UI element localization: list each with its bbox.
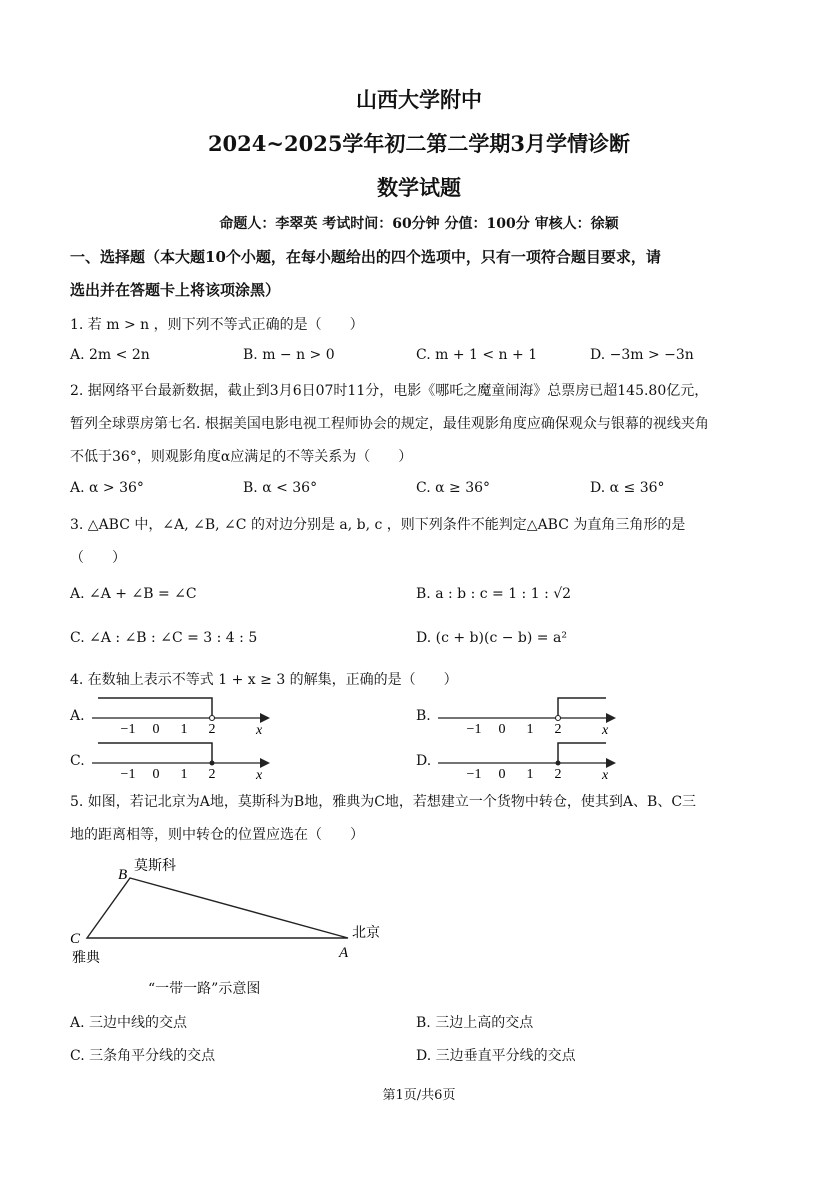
tick-label: 0 (152, 767, 160, 782)
tick-label: 0 (152, 722, 160, 737)
q4-option-d-label: D. (416, 753, 432, 769)
exam-meta: 命题人：李翠英 考试时间：60分钟 分值：100分 审核人：徐颖 (219, 216, 619, 232)
city-b-label: 莫斯科 (134, 859, 176, 874)
tick-label: −1 (466, 767, 482, 782)
q4-option-a-number-line (88, 690, 278, 738)
axis-variable: x (602, 723, 609, 738)
q4-option-b-number-line (434, 690, 624, 738)
tick-label: −1 (120, 767, 136, 782)
q3-option-a: A. ∠A + ∠B = ∠C (70, 586, 197, 602)
q5-option-c: C. 三条角平分线的交点 (70, 1048, 216, 1064)
q5-triangle-figure (60, 850, 400, 970)
q2-option-a: A. α > 36° (70, 480, 144, 496)
vertex-a-label: A (339, 945, 349, 961)
q2-option-d: D. α ≤ 36° (590, 480, 665, 496)
axis-variable: x (602, 768, 609, 783)
vertex-c-label: C (70, 931, 81, 947)
q5-line1: 5. 如图，若记北京为A地，莫斯科为B地，雅典为C地，若想建立一个货物中转仓，使其到A、B、C三 (70, 794, 697, 810)
q5-option-a: A. 三边中线的交点 (70, 1015, 188, 1031)
tick-label: 1 (180, 767, 188, 782)
q4-stem: 4. 在数轴上表示不等式 1 + x ≥ 3 的解集，正确的是（ ） (70, 672, 458, 688)
tick-label: 2 (554, 722, 562, 737)
tick-label: 1 (526, 722, 534, 737)
tick-label: 1 (180, 722, 188, 737)
city-a-label: 北京 (352, 926, 380, 941)
q4-option-c-label: C. (70, 753, 85, 769)
axis-variable: x (256, 768, 263, 783)
q5-line2: 地的距离相等，则中转仓的位置应选在（ ） (70, 827, 364, 843)
q4-option-b-label: B. (416, 708, 431, 724)
q1-option-d: D. −3m > −3n (590, 347, 694, 363)
q3-option-b: B. a : b : c = 1 : 1 : √2 (416, 586, 572, 602)
q4-option-a-label: A. (70, 708, 85, 724)
triangle-abc (87, 878, 348, 938)
q2-line2: 暂列全球票房第七名. 根据美国电影电视工程师协会的规定，最佳观影角度应确保观众与银幕的视线夹角 (70, 416, 709, 432)
q3-line2: （ ） (70, 550, 126, 566)
axis-variable: x (256, 723, 263, 738)
q4-option-d-number-line (434, 735, 624, 783)
q5-figure-caption: “一带一路”示意图 (148, 981, 261, 997)
subject-title: 数学试题 (377, 175, 461, 200)
section-heading-line2: 选出并在答题卡上将该项涂黑） (70, 281, 281, 299)
tick-label: −1 (466, 722, 482, 737)
tick-label: 0 (498, 767, 506, 782)
q2-option-c: C. α ≥ 36° (416, 480, 491, 496)
tick-label: 2 (208, 722, 216, 737)
q5-option-b: B. 三边上高的交点 (416, 1015, 534, 1031)
page-number: 第1页/共6页 (382, 1088, 456, 1103)
q3-option-d: D. (c + b)(c − b) = a² (416, 630, 567, 646)
vertex-b-label: B (118, 867, 128, 883)
tick-label: 2 (554, 767, 562, 782)
q1-option-b: B. m − n > 0 (243, 347, 335, 363)
q3-option-c: C. ∠A : ∠B : ∠C = 3 : 4 : 5 (70, 630, 258, 646)
city-c-label: 雅典 (72, 951, 100, 966)
q2-option-b: B. α < 36° (243, 480, 318, 496)
q3-line1: 3. △ABC 中，∠A, ∠B, ∠C 的对边分别是 a, b, c ，则下列条件不能判定△ABC 为直角三角形的是 (70, 517, 686, 533)
tick-label: 2 (208, 767, 216, 782)
tick-label: −1 (120, 722, 136, 737)
q2-line3: 不低于36°，则观影角度α应满足的不等关系为（ ） (70, 449, 413, 465)
section-heading-line1: 一、选择题（本大题10个小题，在每小题给出的四个选项中，只有一项符合题目要求，请 (70, 248, 661, 266)
q5-option-d: D. 三边垂直平分线的交点 (416, 1048, 576, 1064)
exam-title: 2024~2025学年初二第二学期3月学情诊断 (207, 131, 631, 156)
q4-option-c-number-line (88, 735, 278, 783)
q1-option-c: C. m + 1 < n + 1 (416, 347, 538, 363)
q2-line1: 2. 据网络平台最新数据，截止到3月6日07时11分，电影《哪吒之魔童闹海》总票房已超145.80亿元， (70, 383, 709, 399)
q1-option-a: A. 2m < 2n (70, 347, 150, 363)
q1-stem: 1. 若 m > n ，则下列不等式正确的是（ ） (70, 317, 364, 333)
school-name: 山西大学附中 (356, 87, 482, 112)
tick-label: 0 (498, 722, 506, 737)
tick-label: 1 (526, 767, 534, 782)
